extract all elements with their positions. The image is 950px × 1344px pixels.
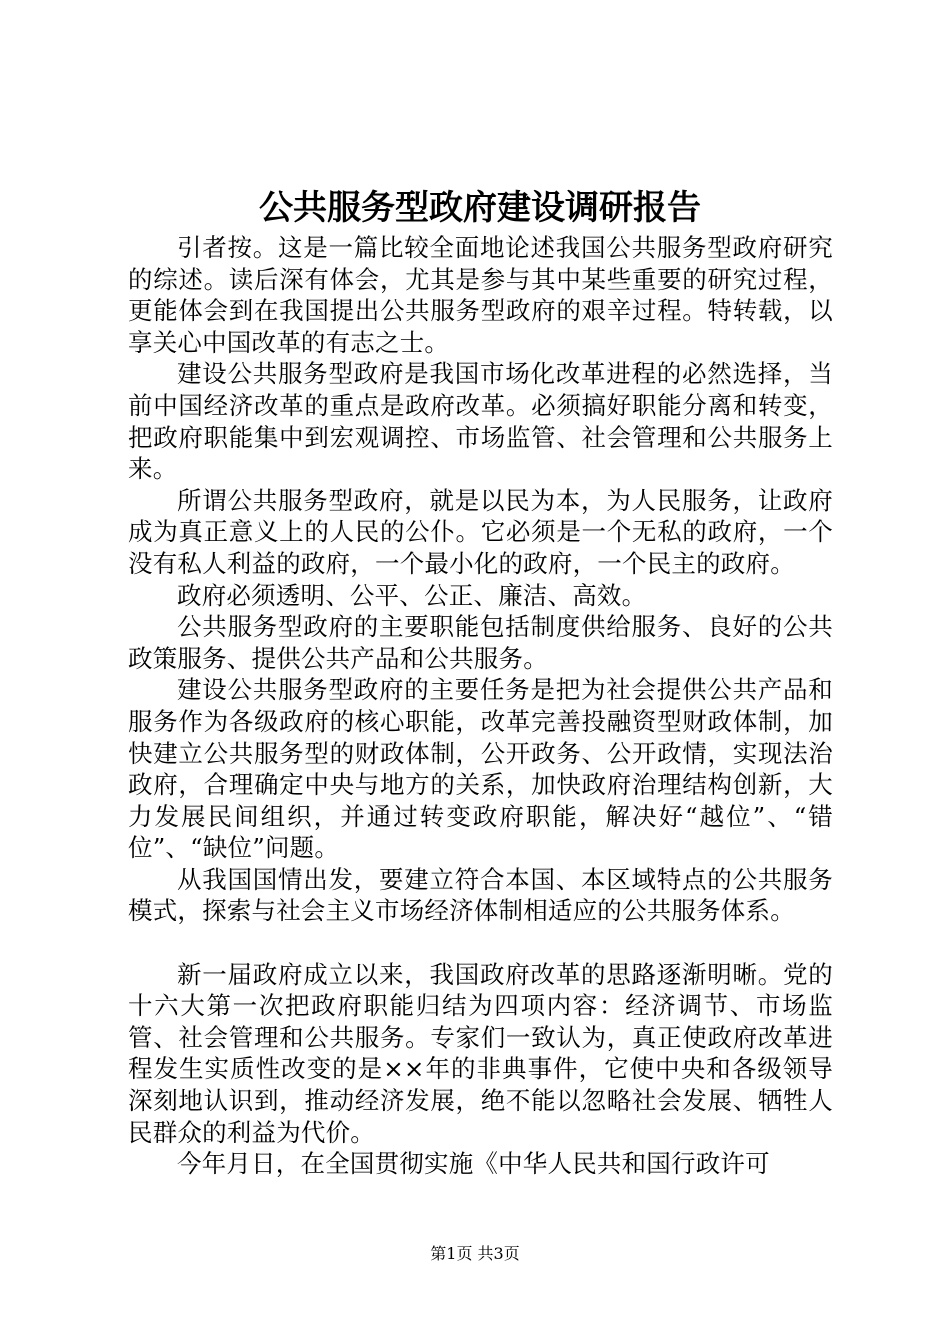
paragraph-national-conditions: 从我国国情出发，要建立符合本国、本区域特点的公共服务模式，探索与社会主义市场经济体制相适应的公共服务体系。 — [128, 864, 833, 926]
document-body — [128, 232, 833, 1180]
paragraph-new-government: 新一届政府成立以来，我国政府改革的思路逐渐明晰。党的十六大第一次把政府职能归结为四项内容：经济调节、市场监管、社会管理和公共服务。专家们一致认为，真正使政府改革进程发生实质性改变的是××年的非典事件，它使中央和各级领导深刻地认识到，推动经济发展，绝不能以忽略社会发展、牺牲人民群众的利益为代价。 — [128, 959, 833, 1147]
paragraph-reform-choice: 建设公共服务型政府是我国市场化改革进程的必然选择，当前中国经济改革的重点是政府改革。必须搞好职能分离和转变，把政府职能集中到宏观调控、市场监管、社会管理和公共服务上来。 — [128, 359, 833, 484]
paragraph-administrative-license: 今年月日，在全国贯彻实施《中华人民共和国行政许可 — [177, 1149, 770, 1179]
paragraph-main-tasks: 建设公共服务型政府的主要任务是把为社会提供公共产品和服务作为各级政府的核心职能，改革完善投融资型财政体制，加快建立公共服务型的财政体制，公开政务、公开政情，实现法治政府，合理确定中央与地方的关系，加快政府治理结构创新，大力发展民间组织，并通过转变政府职能，解决好“越位”、“错位”、“缺位”问题。 — [128, 675, 833, 863]
document-title: 公共服务型政府建设调研报告 — [259, 188, 701, 228]
page-footer: 第1页 共3页 — [430, 1244, 520, 1263]
paragraph-editor-note: 引者按。这是一篇比较全面地论述我国公共服务型政府研究的综述。读后深有体会，尤其是参与其中某些重要的研究过程，更能体会到在我国提出公共服务型政府的艰辛过程。特转载，以享关心中国改革的有志之士。 — [128, 233, 833, 357]
paragraph-principles: 政府必须透明、公平、公正、廉洁、高效。 — [177, 580, 647, 610]
paragraph-main-functions: 公共服务型政府的主要职能包括制度供给服务、良好的公共政策服务、提供公共产品和公共服务。 — [128, 612, 833, 673]
paragraph-definition: 所谓公共服务型政府，就是以民为本，为人民服务，让政府成为真正意义上的人民的公仆。它必须是一个无私的政府，一个没有私人利益的政府，一个最小化的政府，一个民主的政府。 — [128, 485, 833, 578]
